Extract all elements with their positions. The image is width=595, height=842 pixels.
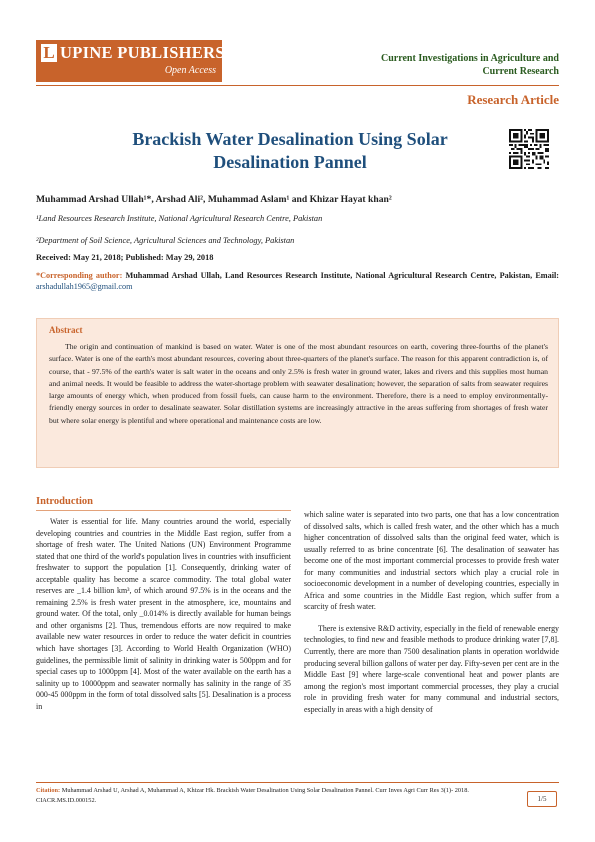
abstract-heading: Abstract — [49, 325, 83, 335]
journal-name-line1: Current Investigations in Agriculture and — [381, 53, 559, 64]
body-column-right — [304, 509, 559, 715]
citation-label: Citation: — [36, 787, 61, 794]
journal-name — [329, 52, 559, 78]
citation — [36, 786, 506, 805]
body-column-left — [36, 516, 291, 712]
intro-paragraph: Water is essential for life. Many countries around the world, especially developing countries and countries in the Middle East region, suffer from a shortage of fresh water. The United Nations (UN) Environment Programme stated that one third of the world's population lives in countries with insufficient freshwater to support the population [1]. Consequently, drinking water of acceptable quality has become a scarce commodity. The total global water reserves are _1.4 billion km³, of which around 97.5% is in the oceans and the remaining 2.5% is fresh water present in the atmosphere, ice, mountains and ground water. Of the total, only _0.014% is directly available for human beings and other organisms [2]. Thus, tremendous efforts are now required to make available new water resources in order to reduce the water deficit in countries which have shortages [3]. According to World Health Organization (WHO) guidelines, the permissible limit of salinity in drinking water is 500ppm and for special cases up to 1000ppm [4]. Most of the water available on the earth has a salinity up to 10000ppm and seawater normally has salinity in the range of 35 000-45 000ppm in the form of total dissolved salts [5]. Desalination is a process in — [36, 517, 291, 711]
publisher-name: UPINE PUBLISHERS — [60, 43, 225, 62]
affiliation-2: ²Department of Soil Science, Agricultural Sciences and Technology, Pakistan — [36, 236, 295, 245]
intro-paragraph-continued: which saline water is separated into two parts, one that has a low concentration of dissolved salts, which is called fresh water, and the other which has a much higher concentration of dissolved salts than the original feed water, which is usually referred to as brine concentrate [6]. The desalination of seawater has become one of the most important commercial processes to provide fresh water for many communities and industrial sectors which play a crucial role in socioeconomic development in a number of developing countries, especially in Africa and some countries in the Middle East region, which suffer from a scarcity of fresh water. — [304, 510, 559, 612]
publication-dates: Received: May 21, 2018; Published: May 29, 2018 — [36, 253, 214, 262]
open-access-label: Open Access — [164, 65, 216, 76]
logo-initial: L — [41, 44, 57, 62]
footer-divider — [36, 782, 559, 783]
abstract-box — [36, 318, 559, 468]
intro-paragraph: There is extensive R&D activity, especially in the field of renewable energy technologies, to find new and feasible methods to produce drinking water [7,8]. Currently, there are more than 7500 desalination plants in operation worldwide producing several billion gallons of water per day. Fifty-seven per cent are in the Middle East [9] where large-scale conventional heat and power plants are among the region's most important commercial processes, they play a crucial role in providing fresh water for many communal and industrial sectors, especially in areas with a high density of — [304, 623, 559, 714]
affiliation-1: ¹Land Resources Research Institute, National Agricultural Research Centre, Pakistan — [36, 214, 323, 223]
publisher-logo — [36, 40, 225, 82]
qr-code-icon[interactable] — [509, 129, 549, 169]
article-title — [90, 128, 490, 174]
title-line2: Desalination Pannel — [213, 152, 367, 172]
corresponding-author — [36, 271, 559, 292]
introduction-underline — [36, 510, 291, 511]
article-type: Research Article — [467, 92, 559, 107]
corresponding-text: Muhammad Arshad Ullah, Land Resources Research Institute, National Agricultural Research Centre, Pakistan, Email: — [125, 271, 559, 280]
abstract-text: The origin and continuation of mankind is based on water. Water is one of the most abundant resources on earth, covering three-fourths of the planet's surface. Water is one of the earth's most abundant resources, covering about three-quarters of the planet's surface. The reason for this apparent contradiction is, of course, that - 97.5% of the earth's water is salt water in the oceans and only 2.5% is fresh water in ground water, lakes and rivers and this supplies most human and animal needs. It would be feasible to address the water-shortage problem with seawater desalination; however, the separation of salts from seawater requires large amounts of energy which, when produced from fossil fuels, can cause harm to the environment. Therefore, there is a need to employ environmentally-friendly energy sources in order to desalinate seawater. Solar distillation systems are increasingly attractive in the areas suffering from shortages of fresh water but where solar energy is plentiful and where operational and maintenance costs are low. — [49, 342, 548, 425]
author-list: Muhammad Arshad Ullah¹*, Arshad Ali², Muhammad Aslam¹ and Khizar Hayat khan² — [36, 194, 392, 205]
title-line1: Brackish Water Desalination Using Solar — [132, 129, 448, 149]
corresponding-label: *Corresponding author: — [36, 271, 123, 280]
corresponding-email-link[interactable]: arshadullah1965@gmail.com — [36, 281, 133, 291]
introduction-heading: Introduction — [36, 496, 93, 507]
page-number: 1/5 — [527, 791, 557, 807]
header-divider — [36, 85, 559, 86]
citation-text: Muhammad Arshad U, Arshad A, Muhammad A, Khizar Hk. Brackish Water Desalination Using Solar Desalination Pannel. Curr Inves Agri Curr Res 3(1)- 2018. CIACR.MS.ID.000152. — [36, 787, 469, 804]
journal-name-line2: Current Research — [482, 66, 559, 77]
